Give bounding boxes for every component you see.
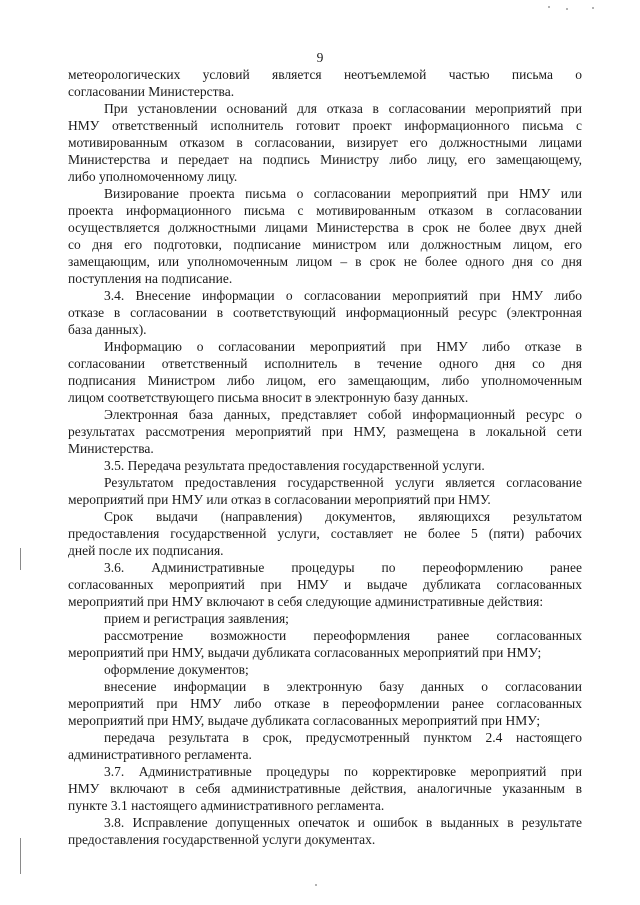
text-line: передача результата в срок, предусмотренный пунктом 2.4 настоящего [104,730,582,745]
scan-speck [548,6,550,8]
text-line: результатах рассмотрения мероприятий при НМУ, размещена в локальной сети [68,424,582,439]
text-line: мероприятий при НМУ или отказ в согласовании мероприятий при НМУ. [68,492,491,507]
text-line: пункте 3.1 настоящего административного регламента. [68,798,385,813]
text-line: Министерства и передает на подпись Министру либо лицу, его замещающему, [68,152,582,167]
text-line: рассмотрение возможности переоформления ранее согласованных [104,628,582,643]
text-line: согласовании Министерства. [68,84,235,99]
text-line: подписания Министром либо лицом, его замещающим, либо уполномоченным [68,373,582,388]
text-line: мероприятий при НМУ, выдаче дубликата согласованных мероприятий при НМУ; [68,713,541,728]
paragraph-approval-visa [68,185,582,287]
text-line: со дня его подготовки, подписание министром или должностным лицом, его [68,237,582,252]
paragraph-3-7 [68,763,582,814]
paragraph-3-6 [68,559,582,610]
text-line: дней после их подписания. [68,543,224,558]
text-line: При установлении оснований для отказа в согласовании мероприятий при [104,101,582,116]
action-item [68,678,582,729]
text-line: внесение информации в электронную базу данных о согласовании [104,679,582,694]
paragraph-issue-term [68,508,582,559]
text-line: предоставления государственной услуги, составляет не более 5 (пяти) рабочих [68,526,582,541]
text-line: 3.7. Административные процедуры по корректировке мероприятий при [104,764,582,779]
text-line: 3.4. Внесение информации о согласовании мероприятий при НМУ либо [104,288,582,303]
text-line: мероприятий при НМУ, выдачи дубликата согласованных мероприятий при НМУ; [68,645,542,660]
text-line: база данных). [68,322,147,337]
text-line: лицом соответствующего письма вносит в электронную базу данных. [68,390,469,405]
text-line: 3.5. Передача результата предоставления государственной услуги. [104,458,485,473]
text-line: поступления на подписание. [68,271,233,286]
paragraph-3-8 [68,814,582,848]
paragraph-3-5 [68,457,582,474]
text-line: НМУ включают в себя административные действия, аналогичные указанным в [68,781,582,796]
document-body [68,66,582,848]
scan-speck [315,884,317,886]
text-line: прием и регистрация заявления; [104,611,289,626]
paragraph-info-entry [68,338,582,406]
text-line: НМУ ответственный исполнитель готовит проект информационного письма с [68,118,582,133]
paragraph-3-4 [68,287,582,338]
text-line: Электронная база данных, представляет собой информационный ресурс о [104,407,582,422]
action-item [68,610,582,627]
scan-margin-mark [20,548,21,570]
text-line: согласованных мероприятий при НМУ и выдаче дубликата согласованных [68,577,582,592]
text-line: метеорологических условий является неотъемлемой частью письма о [68,67,582,82]
text-line: мероприятий при НМУ включают в себя следующие административные действия: [68,594,544,609]
text-line: Визирование проекта письма о согласовании мероприятий при НМУ или [104,186,582,201]
text-line: 3.8. Исправление допущенных опечаток и ошибок в выданных в результате [104,815,582,830]
action-item [68,729,582,763]
paragraph-continuation [68,66,582,100]
text-line: Информацию о согласовании мероприятий при НМУ либо отказе в [104,339,582,354]
text-line: 3.6. Административные процедуры по переоформлению ранее [104,560,582,575]
text-line: оформление документов; [104,662,249,677]
text-line: осуществляется должностными лицами Министерства в срок не более двух дней [68,220,582,235]
text-line: Срок выдачи (направления) документов, являющихся результатом [104,509,582,524]
text-line: административного регламента. [68,747,252,762]
page-number: 9 [316,50,324,65]
text-line: предоставления государственной услуги документах. [68,832,376,847]
scan-margin-mark [20,838,21,874]
paragraph-result [68,474,582,508]
text-line: отказе в согласовании в соответствующий информационный ресурс (электронная [68,305,582,320]
scan-speck [592,7,594,9]
action-item [68,661,582,678]
text-line: Результатом предоставления государственной услуги является согласование [104,475,582,490]
text-line: согласовании ответственный исполнитель в течение одного дня со дня [68,356,582,371]
scan-speck [566,8,568,10]
text-line: мотивированным отказом в согласовании, визирует его должностными лицами [68,135,582,150]
action-item [68,627,582,661]
text-line: проекта информационного письма с мотивированным отказом в согласовании [68,203,582,218]
text-line: Министерства. [68,441,154,456]
paragraph-database [68,406,582,457]
paragraph-refusal-grounds [68,100,582,185]
text-line: замещающим, или уполномоченным лицом – в срок не более одного дня со дня [68,254,582,269]
text-line: мероприятий при НМУ либо отказе в переоформлении ранее согласованных [68,696,582,711]
text-line: либо уполномоченному лицу. [68,169,238,184]
